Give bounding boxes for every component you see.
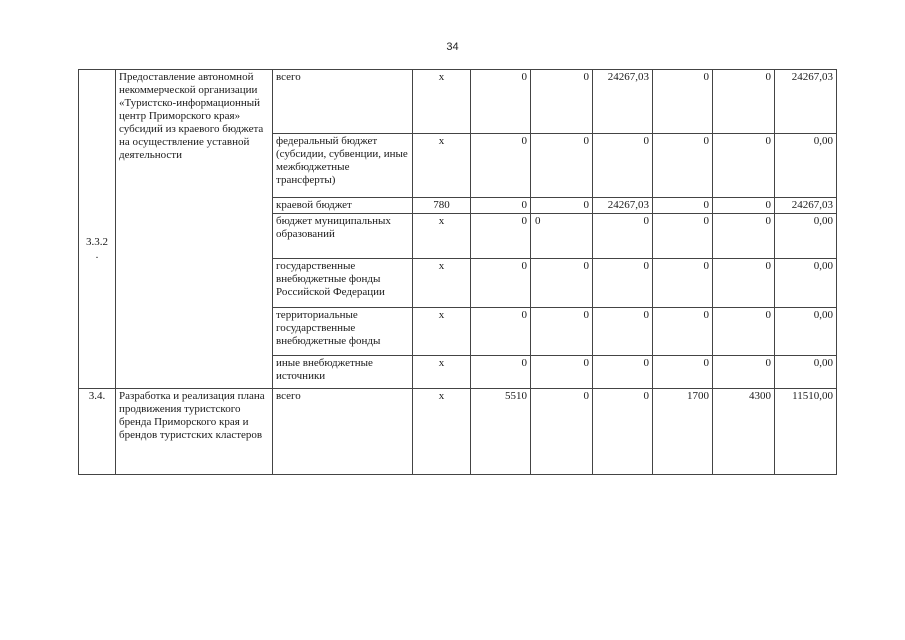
value-cell: 1700: [653, 389, 713, 475]
value-cell: 0: [653, 198, 713, 214]
total-cell: 0,00: [775, 214, 837, 259]
code-cell: х: [413, 356, 471, 389]
value-cell: 0: [471, 198, 531, 214]
source-label: территориальные государственные внебюджетные фонды: [273, 308, 413, 356]
value-cell: 0: [531, 70, 593, 134]
value-cell: 0: [653, 214, 713, 259]
code-cell: х: [413, 214, 471, 259]
total-cell: 0,00: [775, 134, 837, 198]
value-cell: 0: [531, 356, 593, 389]
budget-table: [78, 69, 837, 475]
value-cell: 0: [653, 356, 713, 389]
value-cell: 0: [713, 70, 775, 134]
table-row: [79, 70, 837, 134]
value-cell: 0: [471, 70, 531, 134]
item-number: 3.4.: [79, 389, 116, 475]
total-cell: 0,00: [775, 356, 837, 389]
total-cell: 11510,00: [775, 389, 837, 475]
item-description: Разработка и реализация плана продвижения туристского бренда Приморского края и брендов туристских кластеров: [116, 389, 273, 475]
value-cell: 0: [471, 259, 531, 308]
value-cell: 0: [713, 198, 775, 214]
table-row: [79, 389, 837, 475]
source-label: всего: [273, 389, 413, 475]
value-cell: 24267,03: [593, 70, 653, 134]
value-cell: 0: [593, 308, 653, 356]
value-cell: 0: [593, 259, 653, 308]
value-cell: 0: [713, 308, 775, 356]
value-cell: 0: [593, 389, 653, 475]
code-cell: х: [413, 70, 471, 134]
value-cell: 0: [593, 214, 653, 259]
source-label: иные внебюджетные источники: [273, 356, 413, 389]
code-cell: х: [413, 389, 471, 475]
source-label: краевой бюджет: [273, 198, 413, 214]
value-cell: 0: [471, 308, 531, 356]
source-label: федеральный бюджет (субсидии, субвенции, иные межбюджетные трансферты): [273, 134, 413, 198]
value-cell: 0: [471, 214, 531, 259]
value-cell: 0: [471, 356, 531, 389]
total-cell: 0,00: [775, 308, 837, 356]
value-cell: 0: [531, 389, 593, 475]
value-cell: 0: [653, 70, 713, 134]
value-cell: 0: [531, 259, 593, 308]
value-cell: 0: [713, 214, 775, 259]
source-label: государственные внебюджетные фонды Российской Федерации: [273, 259, 413, 308]
value-cell: 4300: [713, 389, 775, 475]
page-number: 34: [446, 41, 459, 53]
total-cell: 24267,03: [775, 198, 837, 214]
value-cell: 0: [713, 259, 775, 308]
value-cell: 0: [531, 198, 593, 214]
code-cell: 780: [413, 198, 471, 214]
value-cell: 24267,03: [593, 198, 653, 214]
total-cell: 0,00: [775, 259, 837, 308]
total-cell: 24267,03: [775, 70, 837, 134]
value-cell: 0: [653, 308, 713, 356]
value-cell: 0: [593, 134, 653, 198]
value-cell: 5510: [471, 389, 531, 475]
value-cell: 0: [653, 134, 713, 198]
value-cell: 0: [653, 259, 713, 308]
source-label: бюджет муниципальных образований: [273, 214, 413, 259]
source-label: всего: [273, 70, 413, 134]
item-description: Предоставление автономной некоммерческой организации «Туристско-информационный центр Приморского края» субсидий из краевого бюджета на осуществление уставной деятельности: [116, 70, 273, 389]
value-cell: 0: [531, 134, 593, 198]
value-cell: 0: [531, 308, 593, 356]
value-cell: 0: [593, 356, 653, 389]
value-cell: 0: [531, 214, 593, 259]
value-cell: 0: [713, 356, 775, 389]
value-cell: 0: [713, 134, 775, 198]
code-cell: х: [413, 259, 471, 308]
code-cell: х: [413, 134, 471, 198]
item-number: [79, 70, 116, 389]
item-number-text: 3.3.2 .: [86, 235, 108, 261]
value-cell: 0: [471, 134, 531, 198]
code-cell: х: [413, 308, 471, 356]
